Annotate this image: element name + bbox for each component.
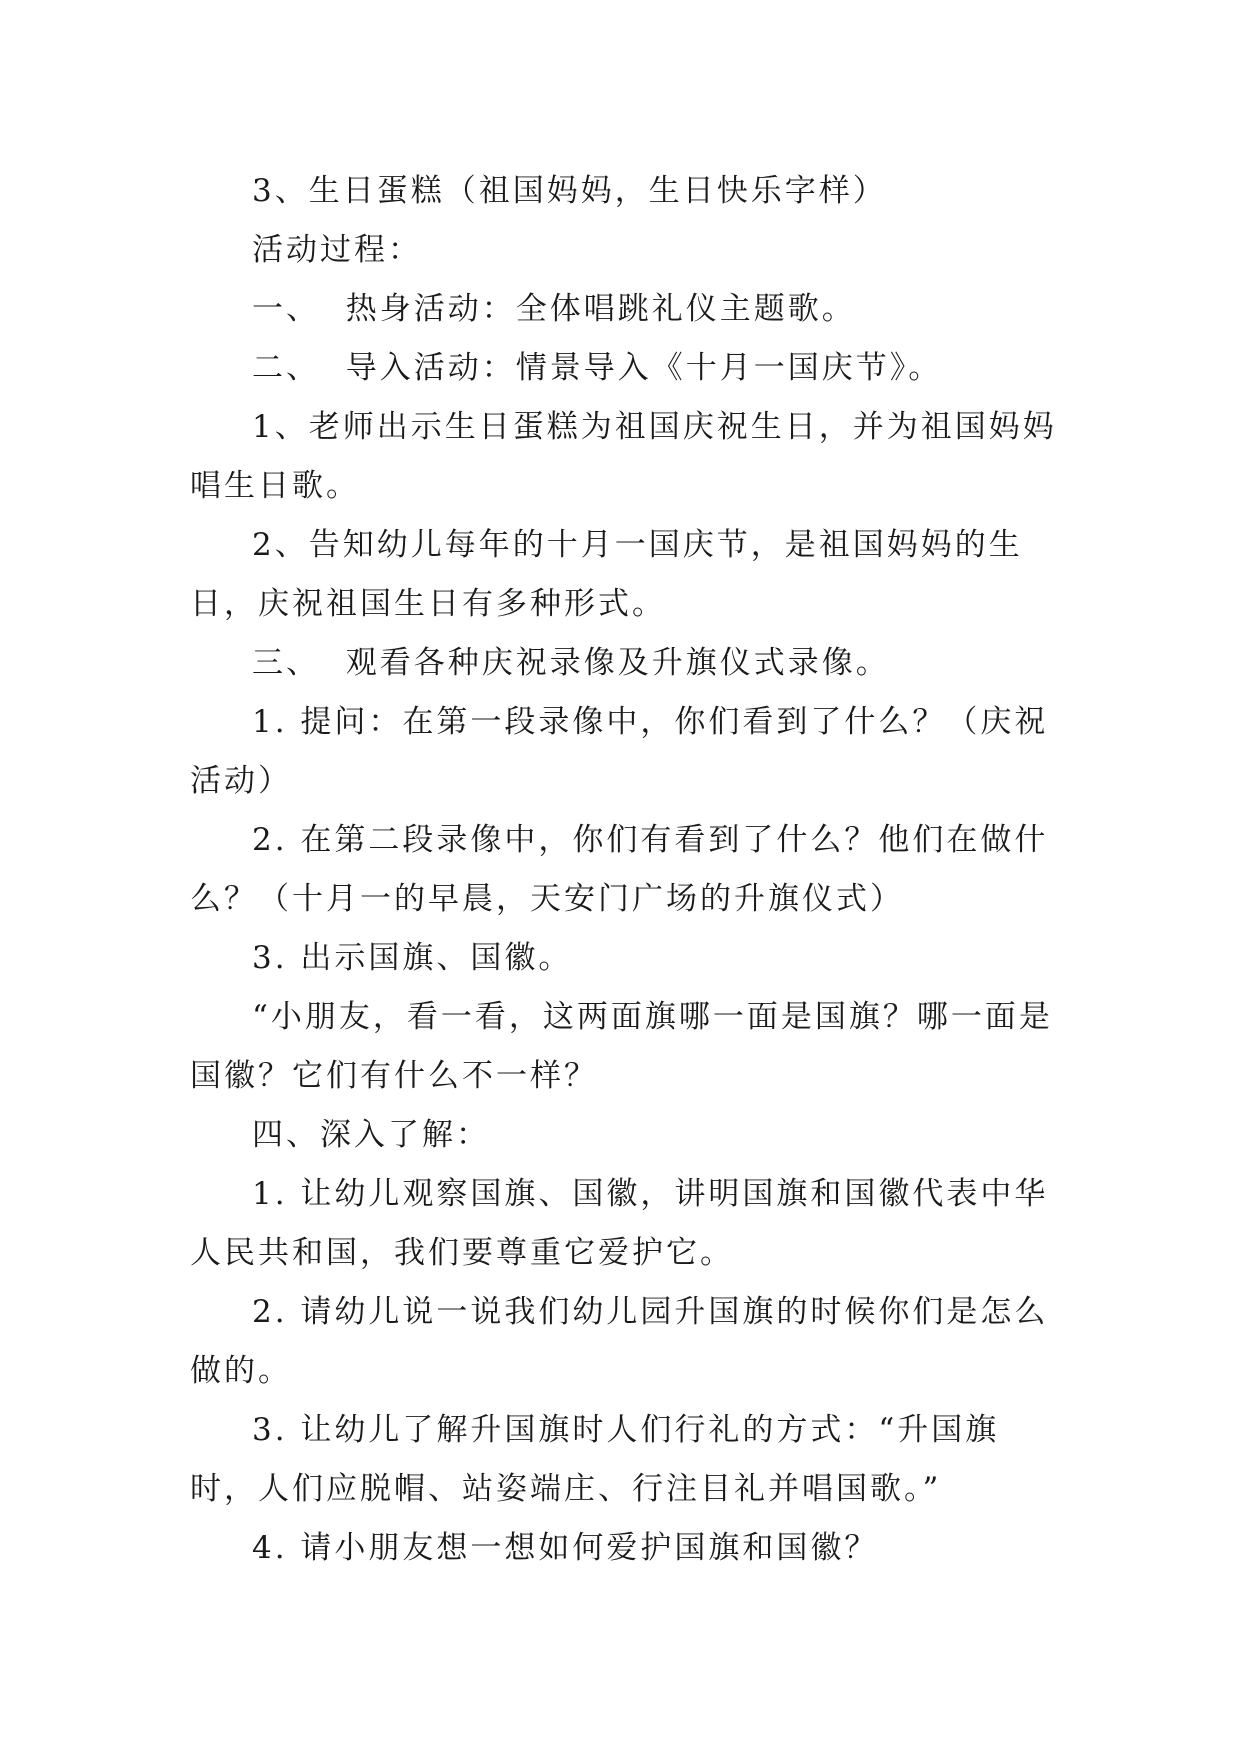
paragraph-step-two-item-2: 2、告知幼儿每年的十月一国庆节，是祖国妈妈的生日，庆祝祖国生日有多种形式。 bbox=[190, 527, 1023, 622]
paragraph-step-four-item-2: 2. 请幼儿说一说我们幼儿园升国旗的时候你们是怎么做的。 bbox=[190, 1294, 1049, 1389]
paragraph-step-three-item-3: 3. 出示国旗、国徽。 bbox=[252, 940, 573, 976]
paragraph-materials-cake: 3、生日蛋糕（祖国妈妈，生日快乐字样） bbox=[252, 173, 887, 209]
paragraph-step-four-item-3: 3. 让幼儿了解升国旗时人们行礼的方式：“升国旗时，人们应脱帽、站姿端庄、行注目礼并唱国歌。” bbox=[190, 1412, 1000, 1507]
paragraph-step-three-item-2: 2. 在第二段录像中，你们有看到了什么？他们在做什么？（十月一的早晨，天安门广场的升旗仪式） bbox=[190, 822, 1049, 917]
paragraph-quote: “小朋友，看一看，这两面旗哪一面是国旗？哪一面是国徽？它们有什么不一样？ bbox=[190, 999, 1053, 1094]
document-body bbox=[190, 162, 1060, 1578]
paragraph-step-three-item-1: 1. 提问：在第一段录像中，你们看到了什么？（庆祝活动） bbox=[190, 704, 1049, 799]
paragraph-process-heading: 活动过程： bbox=[252, 232, 422, 268]
paragraph-step-two-item-1: 1、老师出示生日蛋糕为祖国庆祝生日，并为祖国妈妈唱生日歌。 bbox=[190, 409, 1057, 504]
paragraph-step-one: 一、 热身活动：全体唱跳礼仪主题歌。 bbox=[252, 291, 856, 327]
paragraph-step-four-item-4: 4. 请小朋友想一想如何爱护国旗和国徽？ bbox=[252, 1530, 879, 1566]
paragraph-step-four: 四、深入了解： bbox=[252, 1117, 490, 1153]
paragraph-step-four-item-1: 1. 让幼儿观察国旗、国徽，讲明国旗和国徽代表中华人民共和国，我们要尊重它爱护它。 bbox=[190, 1176, 1049, 1271]
paragraph-step-two: 二、 导入活动：情景导入《十月一国庆节》。 bbox=[252, 350, 943, 386]
paragraph-step-three: 三、 观看各种庆祝录像及升旗仪式录像。 bbox=[252, 645, 890, 681]
